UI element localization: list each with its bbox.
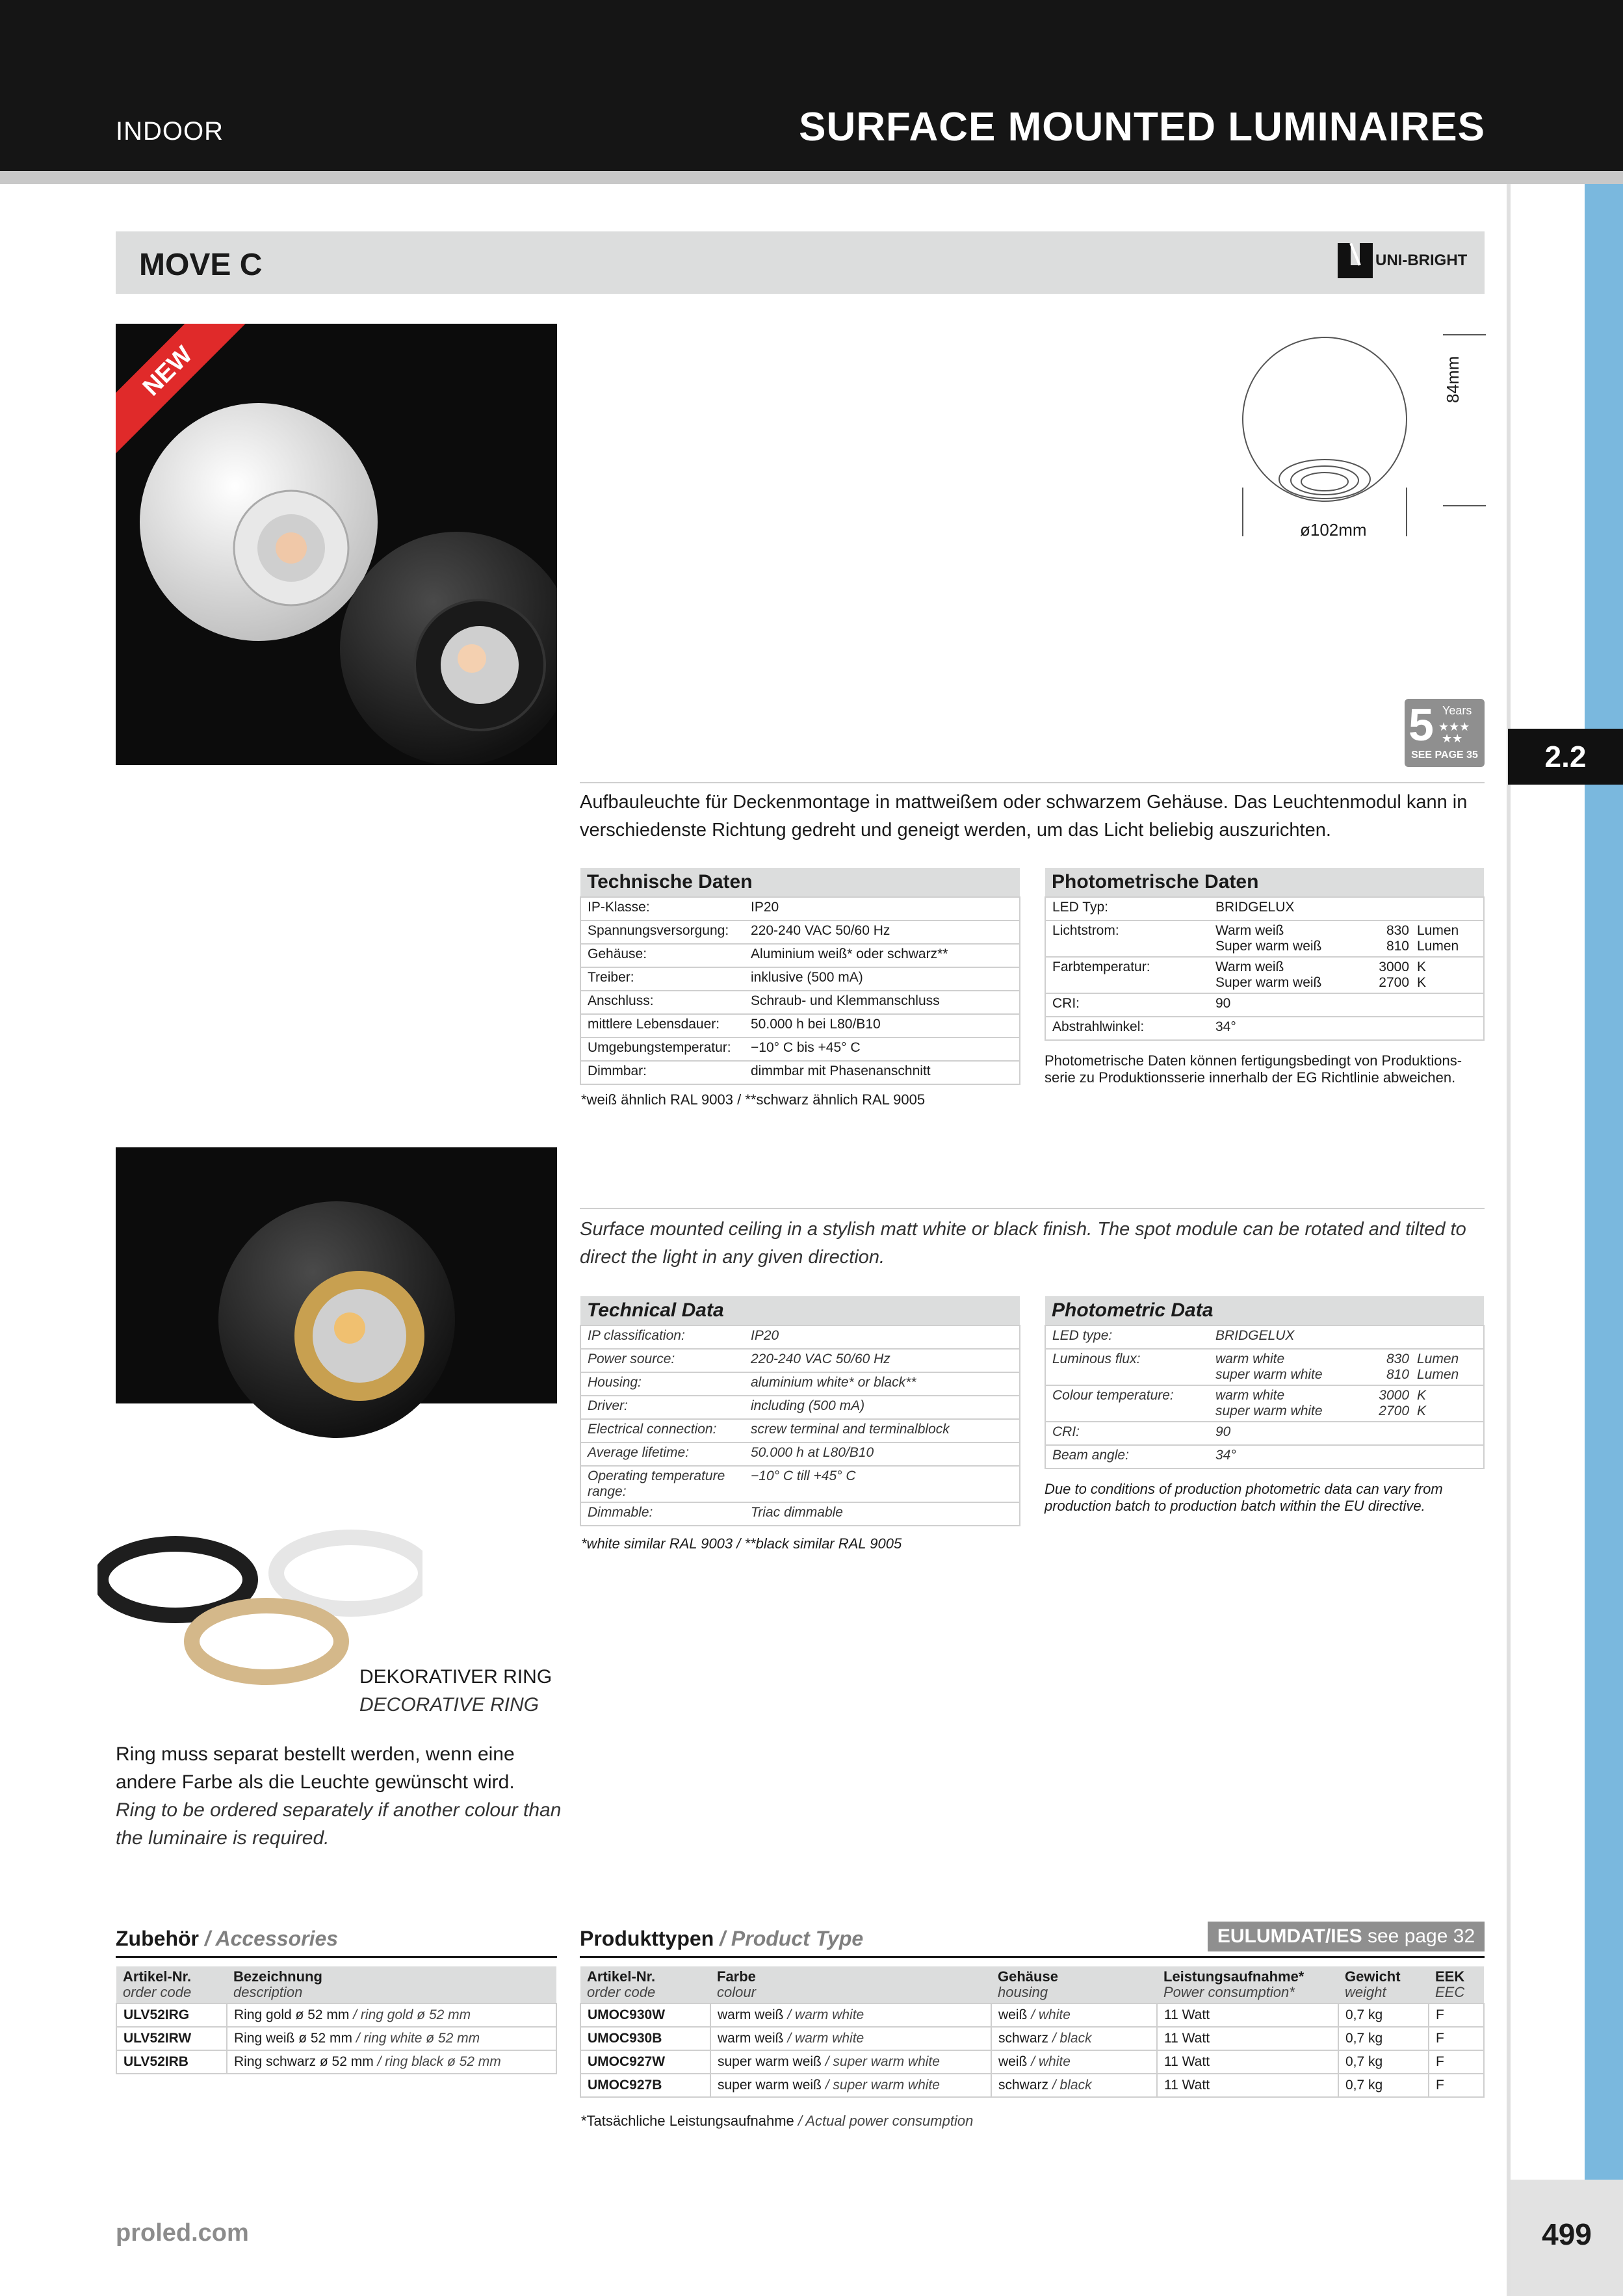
header-de: Gehäuse: [998, 1968, 1058, 1985]
order-code: ULV52IRB: [116, 2050, 227, 2074]
header-stripe: [0, 171, 1623, 184]
col-header: [580, 1966, 710, 2003]
desc-de: Ring schwarz ø 52 mm: [234, 2054, 374, 2069]
flux-unit: Lumen: [1417, 1367, 1459, 1382]
desc-en: / ring white ø 52 mm: [356, 2031, 480, 2046]
ct-label: Warm weiß: [1215, 959, 1284, 974]
spec-value: 50.000 h bei L80/B10: [744, 1014, 1020, 1037]
header-de: Bezeichnung: [233, 1968, 322, 1985]
col-header-code: [116, 1966, 227, 2003]
desc-de: Ring gold ø 52 mm: [234, 2007, 350, 2022]
header-de: Artikel-Nr.: [123, 1968, 192, 1985]
order-code: ULV52IRW: [116, 2027, 227, 2050]
header-en: weight: [1345, 1984, 1386, 2000]
new-badge: NEW: [116, 324, 252, 455]
product-types-table: [580, 1966, 1485, 2098]
header-de: Farbe: [717, 1968, 756, 1985]
header-en: order code: [123, 1984, 192, 2000]
flux-label: super warm white: [1215, 1367, 1323, 1382]
ct-unit: K: [1417, 959, 1427, 974]
spec-key: Colour temperature:: [1045, 1385, 1209, 1422]
colour-cell: [710, 2050, 991, 2074]
eulumdat-page: see page 32: [1367, 1925, 1475, 1947]
divider: [580, 1956, 1485, 1958]
ct-unit: K: [1417, 1403, 1427, 1418]
order-code: UMOC927B: [580, 2074, 710, 2097]
footer-url[interactable]: proled.com: [116, 2219, 249, 2247]
spec-key: IP classification:: [580, 1325, 744, 1349]
flux-number: 830: [1386, 1351, 1409, 1366]
weight-cell: 0,7 kg: [1338, 2074, 1429, 2097]
housing-cell: [991, 2003, 1157, 2027]
col-header: [1429, 1966, 1484, 2003]
order-code: UMOC930B: [580, 2027, 710, 2050]
flux-label: Super warm weiß: [1215, 939, 1322, 954]
spec-key: Driver:: [580, 1396, 744, 1419]
spec-value: BRIDGELUX: [1209, 897, 1484, 920]
ring-label-en: DECORATIVE RING: [359, 1694, 539, 1715]
description-cell: [227, 2050, 556, 2074]
warranty-see-page: SEE PAGE 35: [1411, 750, 1478, 761]
header-de: Gewicht: [1345, 1968, 1401, 1985]
col-header: [1338, 1966, 1429, 2003]
spec-value: 220-240 VAC 50/60 Hz: [744, 1349, 1020, 1372]
product-types-title-de: Produkttypen: [580, 1927, 714, 1950]
spec-value: −10° C till +45° C: [744, 1466, 1020, 1502]
spec-value: 220-240 VAC 50/60 Hz: [744, 920, 1020, 944]
ct-number: 2700: [1379, 1403, 1409, 1418]
tech-data-de: [580, 868, 1020, 1085]
flux-unit: Lumen: [1417, 939, 1459, 954]
flux-unit: Lumen: [1417, 923, 1459, 938]
dimension-height: [1443, 356, 1483, 403]
spec-value: 34°: [1209, 1445, 1484, 1468]
divider: [116, 1956, 557, 1958]
ct-number: 2700: [1379, 975, 1409, 990]
spec-value: including (500 mA): [744, 1396, 1020, 1419]
photometric-data-en: [1045, 1296, 1485, 1469]
tech-data-en: [580, 1296, 1020, 1526]
eec-cell: F: [1429, 2027, 1484, 2050]
ring-note-de: Ring muss separat bestellt werden, wenn eine andere Farbe als die Leuchte gewünscht wird.: [116, 1743, 515, 1793]
chapter-color-bar: [1585, 184, 1623, 2180]
power-cell: 11 Watt: [1157, 2027, 1338, 2050]
spec-key: Luminous flux:: [1045, 1349, 1209, 1385]
flux-number: 810: [1386, 1367, 1409, 1382]
flux-number: 830: [1386, 923, 1409, 938]
housing-cell: [991, 2050, 1157, 2074]
ct-number: 3000: [1379, 1388, 1409, 1403]
accessories-table: [116, 1966, 557, 2074]
flux-values: [1209, 920, 1484, 957]
colour-de: super warm weiß: [718, 2078, 822, 2093]
spec-key: Dimmbar:: [580, 1061, 744, 1084]
brand-name: UNI-BRIGHT: [1375, 252, 1468, 269]
spec-key: CRI:: [1045, 993, 1209, 1017]
eulumdat-link[interactable]: [1208, 1922, 1485, 1951]
spec-key: LED type:: [1045, 1325, 1209, 1349]
housing-en: / black: [1052, 2031, 1092, 2046]
spec-value: Aluminium weiß* oder schwarz**: [744, 944, 1020, 967]
order-code: ULV52IRG: [116, 2003, 227, 2027]
ct-label: super warm white: [1215, 1403, 1323, 1418]
spec-key: Housing:: [580, 1372, 744, 1396]
header-de: Leistungsaufnahme*: [1163, 1968, 1305, 1985]
ring-label-de: DEKORATIVER RING: [359, 1666, 552, 1688]
divider: [580, 782, 1485, 783]
spec-value: aluminium white* or black**: [744, 1372, 1020, 1396]
spec-key: Treiber:: [580, 967, 744, 991]
spec-key: Power source:: [580, 1349, 744, 1372]
tech-data-de-title: Technische Daten: [580, 868, 1020, 897]
side-divider: [1507, 184, 1511, 2296]
ct-unit: K: [1417, 975, 1427, 990]
header-de: EEK: [1435, 1968, 1465, 1985]
spec-key: Farbtemperatur:: [1045, 957, 1209, 993]
product-title: MOVE C: [139, 248, 263, 282]
desc-en: / ring black ø 52 mm: [377, 2054, 501, 2069]
luminaire-image: [116, 324, 557, 765]
flux-values: [1209, 1349, 1484, 1385]
warranty-years-number: 5: [1409, 699, 1434, 750]
colour-en: / super warm white: [825, 2054, 940, 2069]
spec-value: dimmbar mit Phasenanschnitt: [744, 1061, 1020, 1084]
product-footnote: [581, 2113, 973, 2130]
housing-cell: [991, 2027, 1157, 2050]
spec-key: CRI:: [1045, 1422, 1209, 1445]
photometric-de-title: Photometrische Daten: [1045, 868, 1484, 897]
table-row: [116, 2003, 556, 2027]
flux-unit: Lumen: [1417, 1351, 1459, 1366]
header-en: Power consumption*: [1163, 1984, 1295, 2000]
warranty-badge: [1405, 699, 1485, 767]
divider: [580, 1208, 1485, 1209]
housing-en: / white: [1031, 2054, 1071, 2069]
power-cell: 11 Watt: [1157, 2050, 1338, 2074]
ring-note-en: Ring to be ordered separately if another colour than the luminaire is required.: [116, 1799, 562, 1849]
housing-de: schwarz: [998, 2031, 1049, 2046]
product-photo-black: [116, 1147, 557, 1403]
photometric-data-de: [1045, 868, 1485, 1041]
housing-en: / black: [1052, 2078, 1092, 2093]
weight-cell: 0,7 kg: [1338, 2027, 1429, 2050]
spec-value: 50.000 h at L80/B10: [744, 1442, 1020, 1466]
product-types-title: [580, 1927, 863, 1951]
eec-cell: F: [1429, 2074, 1484, 2097]
spec-key: Average lifetime:: [580, 1442, 744, 1466]
colour-en: / super warm white: [825, 2078, 940, 2093]
housing-cell: [991, 2074, 1157, 2097]
spec-key: Spannungsversorgung:: [580, 920, 744, 944]
category-title: SURFACE MOUNTED LUMINAIRES: [799, 105, 1485, 150]
stars-icon: ★★★ ★★: [1438, 720, 1470, 745]
tech-de-footnote: *weiß ähnlich RAL 9003 / **schwarz ähnlich RAL 9005: [581, 1091, 926, 1108]
header-en: order code: [587, 1984, 656, 2000]
desc-de: Ring weiß ø 52 mm: [234, 2031, 353, 2046]
luminaire-black-image: [116, 1147, 557, 1459]
spec-value: 90: [1209, 993, 1484, 1017]
spec-value: −10° C bis +45° C: [744, 1037, 1020, 1061]
ct-values: [1209, 1385, 1484, 1422]
weight-cell: 0,7 kg: [1338, 2050, 1429, 2074]
warranty-years-label: Years: [1442, 704, 1472, 717]
ring-note: [116, 1740, 571, 1852]
order-code: UMOC930W: [580, 2003, 710, 2027]
colour-en: / warm white: [787, 2007, 864, 2022]
weight-cell: 0,7 kg: [1338, 2003, 1429, 2027]
description-cell: [227, 2027, 556, 2050]
product-types-title-en: / Product Type: [720, 1927, 864, 1950]
spec-value: screw terminal and terminalblock: [744, 1419, 1020, 1442]
table-row: [580, 2050, 1484, 2074]
table-row: [580, 2074, 1484, 2097]
footnote-de: *Tatsächliche Leistungsaufnahme: [581, 2113, 794, 2129]
col-header: [710, 1966, 991, 2003]
spec-key: Anschluss:: [580, 991, 744, 1014]
photometric-de-note: Photometrische Daten können fertigungsbedingt von Produktions-serie zu Produktionsserie innerhalb der EG Richtlinie abweichen.: [1045, 1052, 1462, 1086]
colour-cell: [710, 2074, 991, 2097]
col-header: [1157, 1966, 1338, 2003]
colour-de: super warm weiß: [718, 2054, 822, 2069]
spec-key: Dimmable:: [580, 1502, 744, 1526]
ct-values: [1209, 957, 1484, 993]
spec-key: Beam angle:: [1045, 1445, 1209, 1468]
brand-mark-icon: [1338, 243, 1373, 278]
table-row: [580, 2027, 1484, 2050]
dimension-diameter: ø102mm: [1300, 520, 1367, 540]
spec-key: mittlere Lebensdauer:: [580, 1014, 744, 1037]
product-title-bar: [116, 231, 1485, 294]
eec-cell: F: [1429, 2050, 1484, 2074]
col-header: [991, 1966, 1157, 2003]
page-number: 499: [1542, 2217, 1592, 2251]
spec-key: Operating temperature range:: [580, 1466, 744, 1502]
table-row: [116, 2050, 556, 2074]
spec-key: Umgebungstemperatur:: [580, 1037, 744, 1061]
col-header-desc: [227, 1966, 556, 2003]
housing-de: weiß: [998, 2054, 1028, 2069]
accessories-title: [116, 1927, 338, 1951]
colour-cell: [710, 2003, 991, 2027]
spec-value: inklusive (500 mA): [744, 967, 1020, 991]
power-cell: 11 Watt: [1157, 2003, 1338, 2027]
photometric-en-note: Due to conditions of production photometric data can vary from production batch to production batch within the EU directive.: [1045, 1481, 1443, 1514]
spec-value: 34°: [1209, 1017, 1484, 1040]
chapter-tab: 2.2: [1508, 729, 1623, 785]
housing-en: / white: [1031, 2007, 1071, 2022]
product-photo-main: [116, 324, 557, 765]
photometric-en-title: Photometric Data: [1045, 1296, 1484, 1325]
spec-value: Schraub- und Klemmanschluss: [744, 991, 1020, 1014]
tech-en-footnote: *white similar RAL 9003 / **black similar RAL 9005: [581, 1535, 902, 1552]
flux-label: Warm weiß: [1215, 923, 1284, 938]
ct-label: warm white: [1215, 1388, 1285, 1403]
brand-logo: [1338, 243, 1467, 278]
header-en: housing: [998, 1984, 1048, 2000]
ct-number: 3000: [1379, 959, 1409, 974]
description-en: Surface mounted ceiling in a stylish matt white or black finish. The spot module can be rotated and tilted to direct the light in any given direction.: [580, 1219, 1466, 1268]
footnote-en: / Actual power consumption: [798, 2113, 974, 2129]
header-de: Artikel-Nr.: [587, 1968, 656, 1985]
spec-key: Lichtstrom:: [1045, 920, 1209, 957]
table-row: [580, 2003, 1484, 2027]
spec-value: BRIDGELUX: [1209, 1325, 1484, 1349]
spec-key: IP-Klasse:: [580, 897, 744, 920]
spec-key: Gehäuse:: [580, 944, 744, 967]
spec-value: 90: [1209, 1422, 1484, 1445]
desc-en: / ring gold ø 52 mm: [353, 2007, 471, 2022]
dimension-height-text: 84mm: [1443, 356, 1462, 403]
spec-value: IP20: [744, 1325, 1020, 1349]
section-label: INDOOR: [116, 117, 224, 146]
header-en: EEC: [1435, 1984, 1465, 2000]
eulumdat-label: EULUMDAT/IES: [1217, 1925, 1362, 1947]
decorative-rings-image: [97, 1528, 422, 1723]
header-en: colour: [717, 1984, 756, 2000]
table-row: [116, 2027, 556, 2050]
spec-value: Triac dimmable: [744, 1502, 1020, 1526]
flux-label: warm white: [1215, 1351, 1285, 1366]
flux-number: 810: [1386, 939, 1409, 954]
accessories-title-en: / Accessories: [204, 1927, 339, 1950]
colour-cell: [710, 2027, 991, 2050]
housing-de: schwarz: [998, 2078, 1049, 2093]
tech-data-en-title: Technical Data: [580, 1296, 1020, 1325]
spec-key: Abstrahlwinkel:: [1045, 1017, 1209, 1040]
colour-de: warm weiß: [718, 2007, 784, 2022]
accessories-title-de: Zubehör: [116, 1927, 199, 1950]
spec-key: LED Typ:: [1045, 897, 1209, 920]
ct-label: Super warm weiß: [1215, 975, 1322, 990]
header-en: description: [233, 1984, 303, 2000]
description-de: Aufbauleuchte für Deckenmontage in mattweißem oder schwarzem Gehäuse. Das Leuchtenmodul kann in verschiedenste Richtung gedreht und geneigt werden, um das Licht beliebig auszurichten.: [580, 792, 1468, 841]
spec-key: Electrical connection:: [580, 1419, 744, 1442]
colour-de: warm weiß: [718, 2031, 784, 2046]
spec-value: IP20: [744, 897, 1020, 920]
order-code: UMOC927W: [580, 2050, 710, 2074]
description-cell: [227, 2003, 556, 2027]
colour-en: / warm white: [787, 2031, 864, 2046]
housing-de: weiß: [998, 2007, 1028, 2022]
eec-cell: F: [1429, 2003, 1484, 2027]
ct-unit: K: [1417, 1388, 1427, 1403]
power-cell: 11 Watt: [1157, 2074, 1338, 2097]
